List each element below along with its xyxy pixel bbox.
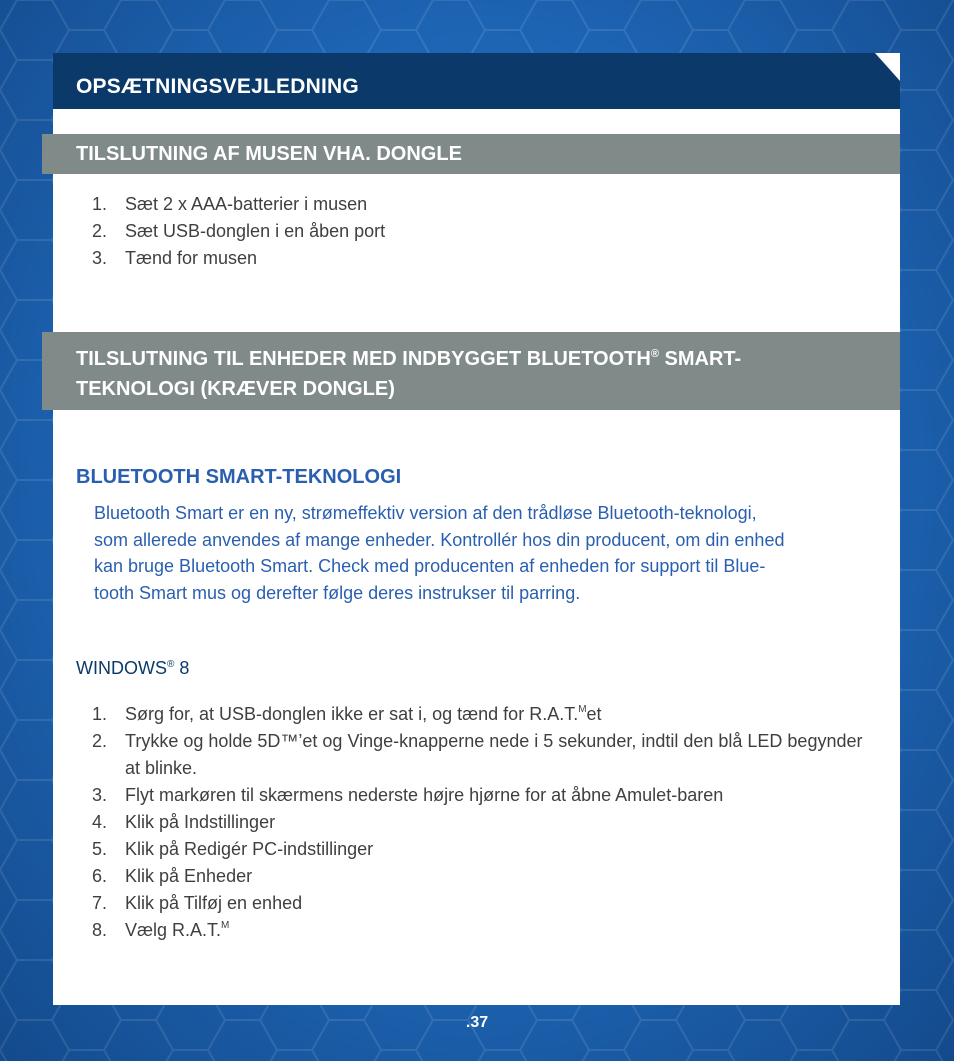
page-title: OPSÆTNINGSVEJLEDNING: [76, 75, 359, 98]
list-item: 4. Klik på Indstillinger: [92, 812, 276, 832]
section-heading-line-2: TEKNOLOGI (KRÆVER DONGLE): [76, 378, 395, 400]
list-item: 3. Flyt markøren til skærmens nederste højre hjørne for at åbne Amulet-baren: [92, 785, 724, 805]
bluetooth-intro-paragraph: Bluetooth Smart er en ny, strømeffektiv version af den trådløse Bluetooth-teknologi, som allerede anvendes af mange enheder. Kontrollér hos din producent, om din enhed kan bruge Bluetooth Smart. Check med producenten af enheden for support til Blue- tooth Smart mus og derefter følge deres instrukser til parring.: [94, 503, 785, 603]
bluetooth-subheading: BLUETOOTH SMART-TEKNOLOGI: [76, 466, 402, 488]
page-number: .37: [465, 1014, 489, 1031]
list-item: 1. Sørg for, at USB-donglen ikke er sat i, og tænd for R.A.T.$^M$et: [92, 704, 602, 724]
list-item: 3. Tænd for musen: [92, 248, 258, 268]
section-heading-line-1: TILSLUTNING TIL ENHEDER MED INDBYGGET BLUETOOTH® SMART-: [76, 348, 742, 370]
list-item: 2. Trykke og holde 5D™’et og Vinge-knapperne nede i 5 sekunder, indtil den blå LED begynder at blinke.: [92, 731, 863, 778]
section-heading-bluetooth: [42, 332, 900, 410]
windows-steps-list: [92, 701, 882, 944]
list-item: 5. Klik på Redigér PC-indstillinger: [92, 839, 374, 859]
list-item: 2. Sæt USB-donglen i en åben port: [92, 221, 386, 241]
list-item: 6. Klik på Enheder: [92, 866, 253, 886]
list-item: 8. Vælg R.A.T.$^M$: [92, 920, 230, 940]
list-item: 7. Klik på Tilføj en enhed: [92, 893, 303, 913]
windows-8-label: WINDOWS® 8: [76, 658, 190, 678]
list-item: 1. Sæt 2 x AAA-batterier i musen: [92, 194, 368, 214]
section-heading-dongle: TILSLUTNING AF MUSEN VHA. DONGLE: [42, 134, 900, 174]
dongle-steps-list: [92, 191, 882, 272]
